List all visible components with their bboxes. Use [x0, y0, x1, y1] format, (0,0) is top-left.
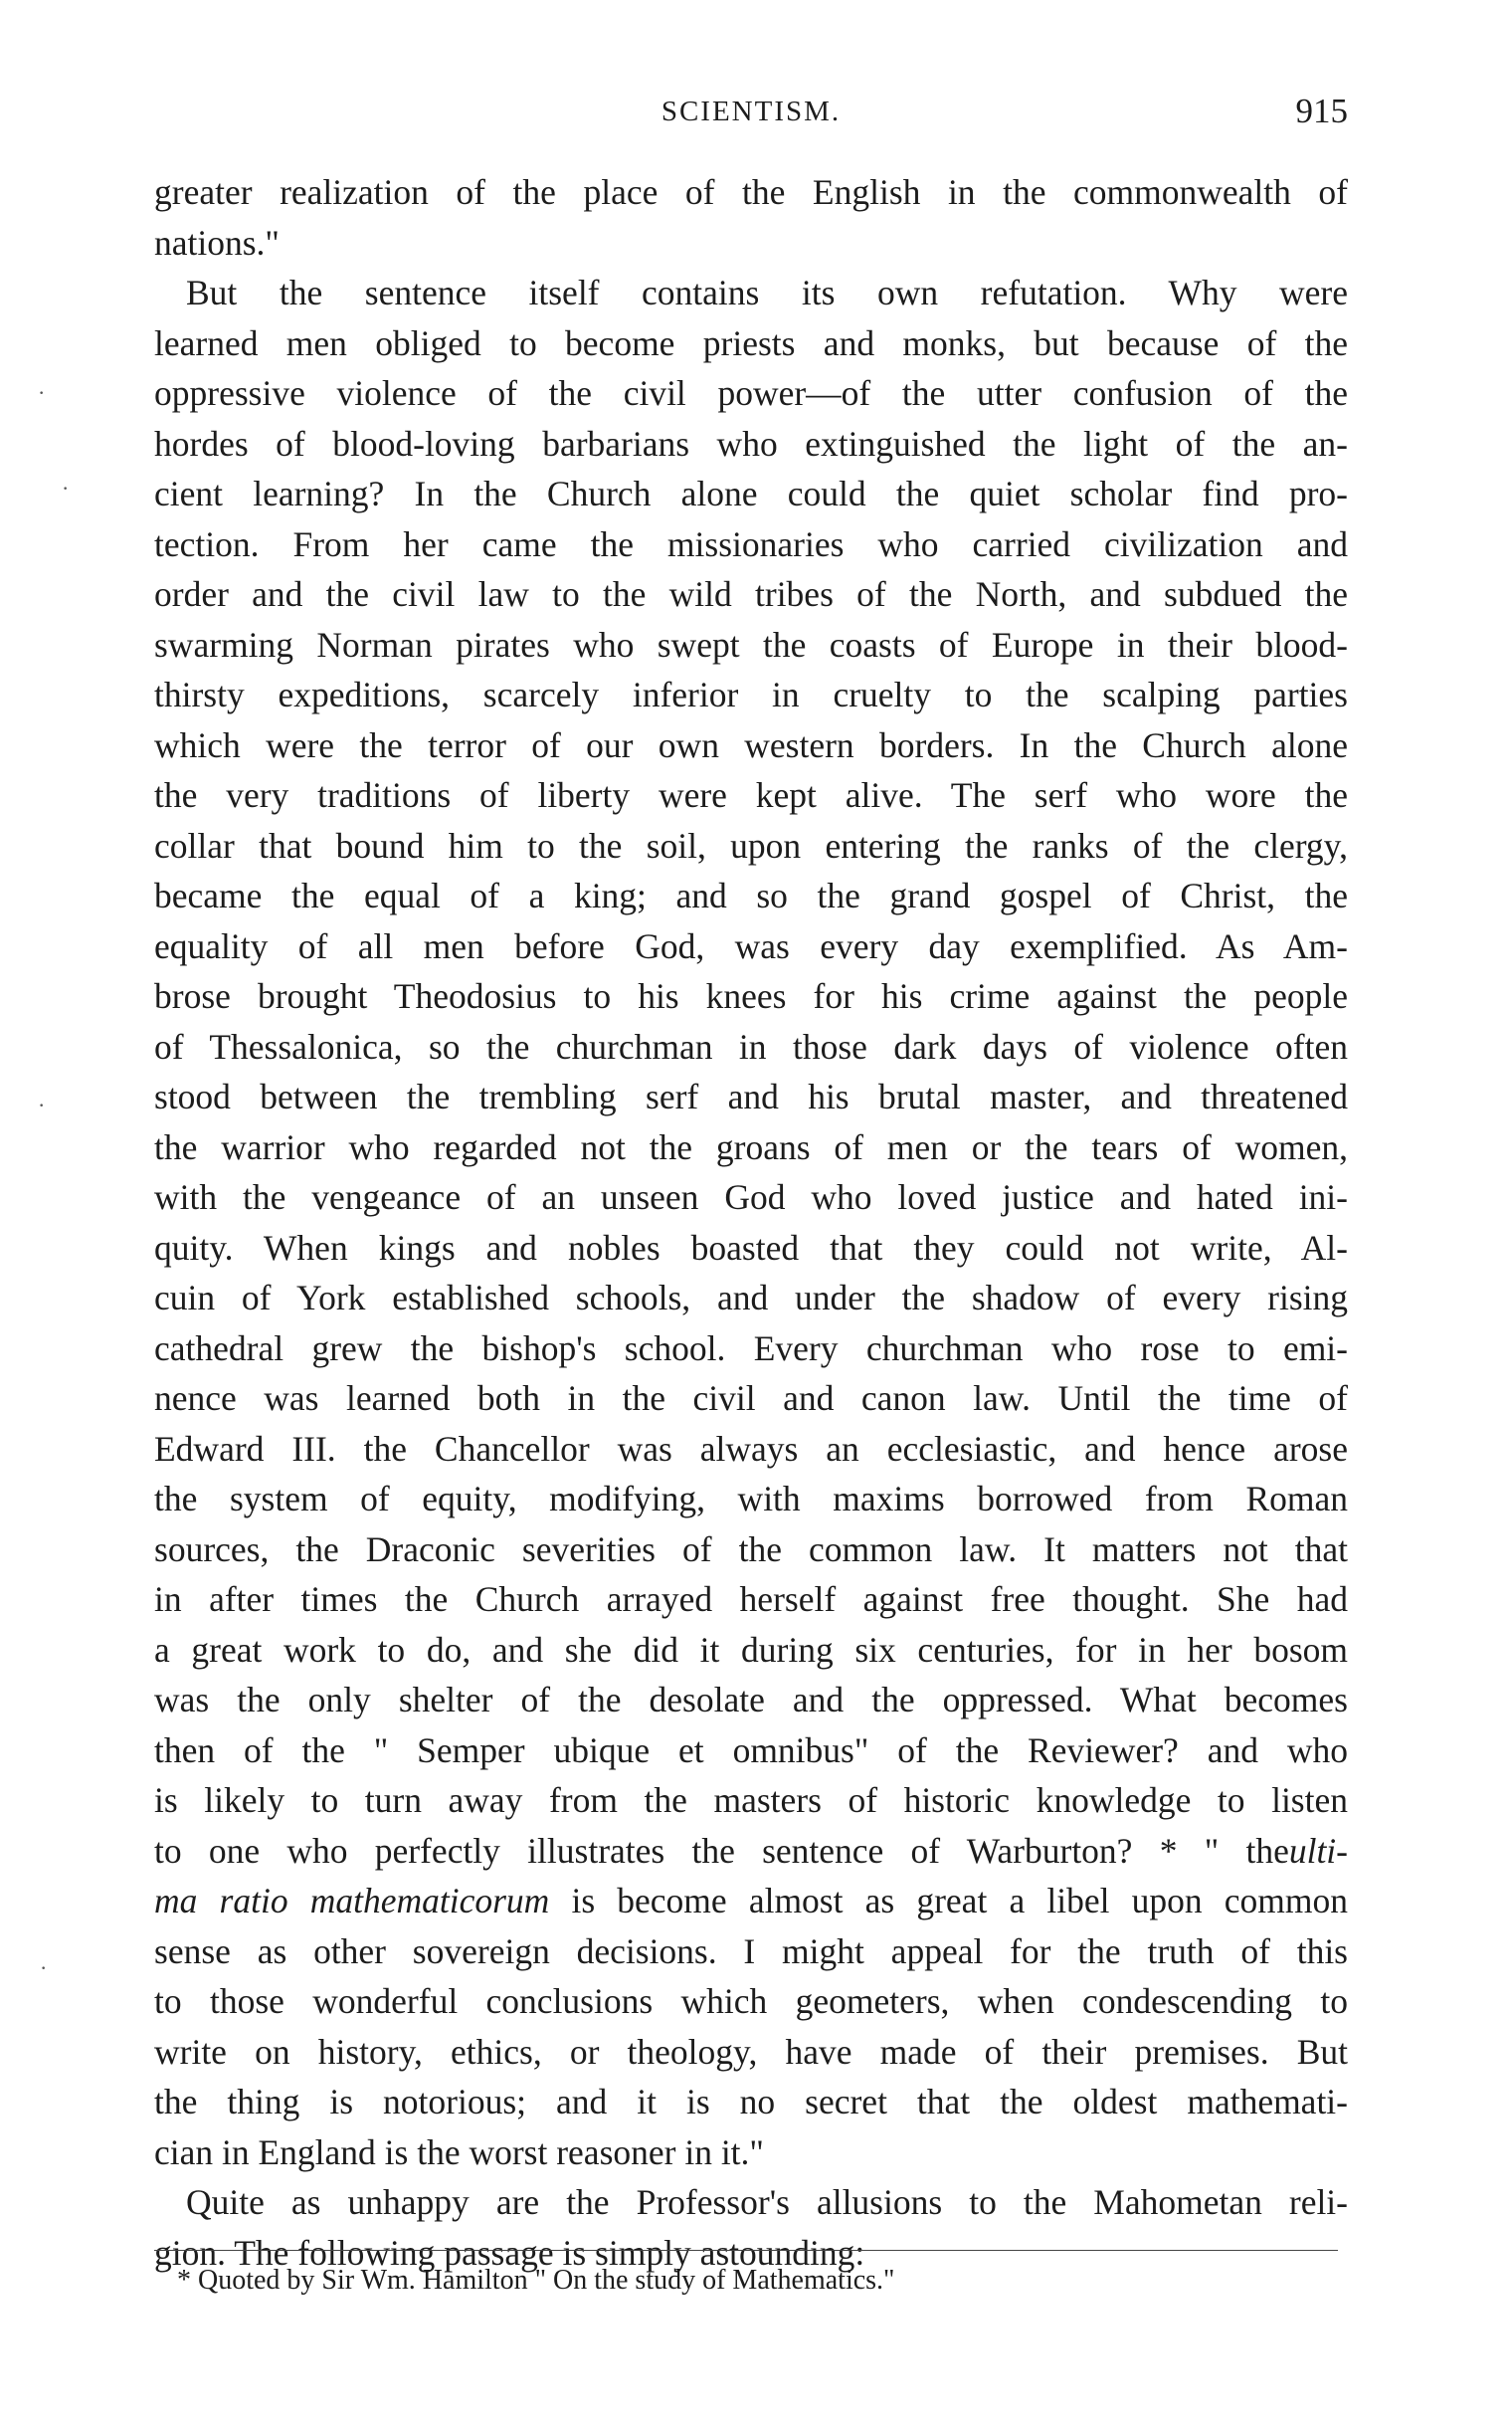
line-text: order and the civil law to the wild tribes of the North, and subdued the — [154, 574, 1348, 614]
text-line — [154, 1273, 1348, 1323]
text-line — [154, 720, 1348, 771]
text-line — [154, 1323, 1348, 1374]
text-line — [154, 2027, 1348, 2078]
text-line — [154, 218, 1348, 269]
text-line — [154, 569, 1348, 620]
line-text: greater realization of the place of the English in the commonwealth of — [154, 172, 1348, 212]
line-text: of Thessalonica, so the churchman in those dark days of violence often — [154, 1026, 1348, 1067]
margin-speck: · — [38, 1093, 46, 1117]
line-text: with the vengeance of an unseen God who loved justice and hated ini- — [154, 1177, 1348, 1217]
line-text: swarming Norman pirates who swept the coasts of Europe in their blood- — [154, 624, 1348, 665]
line-text: quity. When kings and nobles boasted that they could not write, Al- — [154, 1227, 1348, 1268]
line-text: equality of all men before God, was every day exemplified. As Am- — [154, 925, 1348, 966]
line-text: brose brought Theodosius to his knees for his crime against the people — [154, 976, 1348, 1016]
text-line — [154, 519, 1348, 570]
text-line — [154, 670, 1348, 720]
line-text: then of the " Semper ubique et omnibus" of the Reviewer? and who — [154, 1729, 1348, 1770]
line-text: to one who perfectly illustrates the sentence of Warburton? * " the — [154, 1830, 1289, 1871]
footnote: * Quoted by Sir Wm. Hamilton " On the study of Mathematics." — [177, 2265, 895, 2296]
text-line — [154, 1172, 1348, 1223]
line-text: write on history, ethics, or theology, have made of their premises. But — [154, 2031, 1348, 2072]
line-text: But the sentence itself contains its own refutation. Why were — [186, 273, 1348, 312]
italic-phrase: ulti- — [1288, 1830, 1348, 1871]
text-line — [154, 1725, 1348, 1776]
text-line — [154, 1574, 1348, 1625]
text-line — [154, 1474, 1348, 1524]
running-title: SCIENTISM. — [661, 96, 842, 127]
line-text: in after times the Church arrayed herself against free thought. She had — [154, 1579, 1348, 1619]
text-line — [154, 1775, 1348, 1826]
text-line — [154, 1625, 1348, 1676]
text-line — [154, 921, 1348, 972]
line-text: is become almost as great a libel upon common — [549, 1881, 1348, 1920]
text-line — [154, 871, 1348, 921]
text-line — [154, 1524, 1348, 1575]
text-line — [154, 620, 1348, 671]
line-text: hordes of blood-loving barbarians who extinguished the light of the an- — [154, 423, 1348, 464]
text-line — [154, 318, 1348, 369]
line-text: which were the terror of our own western borders. In the Church alone — [154, 724, 1348, 765]
line-text: a great work to do, and she did it during six centuries, for in her bosom — [154, 1629, 1348, 1670]
page-header — [154, 92, 1348, 131]
text-line — [154, 1072, 1348, 1122]
body-text — [154, 167, 1348, 2278]
line-text: nations." — [154, 222, 280, 263]
line-text: to those wonderful conclusions which geometers, when condescending to — [154, 1981, 1348, 2021]
text-line — [154, 821, 1348, 872]
page-number: 915 — [1295, 92, 1348, 130]
line-text: learned men obliged to become priests and monks, but because of the — [154, 322, 1348, 363]
text-line — [154, 2077, 1348, 2127]
line-text: was the only shelter of the desolate and the oppressed. What becomes — [154, 1680, 1348, 1719]
text-line — [154, 268, 1348, 318]
text-line — [154, 1424, 1348, 1475]
margin-speck: · — [40, 1955, 48, 1980]
line-text: Quite as unhappy are the Professor's allusions to the Mahometan reli- — [186, 2182, 1348, 2222]
margin-speck: · — [38, 380, 46, 405]
line-text: cient learning? In the Church alone could the quiet scholar find pro- — [154, 474, 1348, 513]
text-line — [154, 1675, 1348, 1725]
text-line — [154, 469, 1348, 519]
text-line — [154, 2127, 1348, 2178]
text-line — [154, 419, 1348, 470]
line-text: sense as other sovereign decisions. I might appeal for the truth of this — [154, 1930, 1348, 1971]
text-line — [154, 1876, 1348, 1926]
italic-phrase: ma ratio mathematicorum — [154, 1881, 550, 1920]
line-text: the thing is notorious; and it is no secret that the oldest mathemati- — [154, 2082, 1348, 2121]
text-line — [154, 1022, 1348, 1073]
line-text: the very traditions of liberty were kept alive. The serf who wore the — [154, 775, 1348, 815]
text-line — [154, 971, 1348, 1022]
text-line — [154, 167, 1348, 218]
line-text: thirsty expeditions, scarcely inferior in cruelty to the scalping parties — [154, 675, 1348, 714]
line-text: is likely to turn away from the masters of historic knowledge to listen — [154, 1780, 1348, 1820]
text-line — [154, 1373, 1348, 1424]
text-line — [154, 770, 1348, 821]
line-text: cian in England is the worst reasoner in it." — [154, 2131, 764, 2172]
line-text: stood between the trembling serf and his brutal master, and threatened — [154, 1077, 1348, 1116]
line-text: collar that bound him to the soil, upon entering the ranks of the clergy, — [154, 825, 1348, 866]
text-line — [154, 1223, 1348, 1274]
line-text: tection. From her came the missionaries who carried civilization and — [154, 523, 1348, 564]
line-text: the system of equity, modifying, with maxims borrowed from Roman — [154, 1479, 1348, 1518]
line-text: cathedral grew the bishop's school. Every churchman who rose to emi- — [154, 1327, 1348, 1368]
text-line — [154, 1122, 1348, 1173]
line-text: oppressive violence of the civil power—of the utter confusion of the — [154, 373, 1348, 413]
line-text: became the equal of a king; and so the grand gospel of Christ, the — [154, 876, 1348, 915]
line-text: sources, the Draconic severities of the common law. It matters not that — [154, 1528, 1348, 1569]
text-line — [154, 1826, 1348, 1877]
line-text: gion. The following passage is simply astounding: — [154, 2232, 865, 2273]
text-line — [154, 1976, 1348, 2027]
footnote-rule — [154, 2250, 1338, 2251]
margin-speck: · — [62, 476, 70, 501]
line-text: Edward III. the Chancellor was always an ecclesiastic, and hence arose — [154, 1428, 1348, 1469]
text-line — [154, 1926, 1348, 1977]
line-text: nence was learned both in the civil and canon law. Until the time of — [154, 1378, 1348, 1418]
line-text: cuin of York established schools, and under the shadow of every rising — [154, 1278, 1348, 1317]
line-text: the warrior who regarded not the groans of men or the tears of women, — [154, 1126, 1348, 1167]
text-line — [154, 2177, 1348, 2228]
text-line — [154, 368, 1348, 419]
